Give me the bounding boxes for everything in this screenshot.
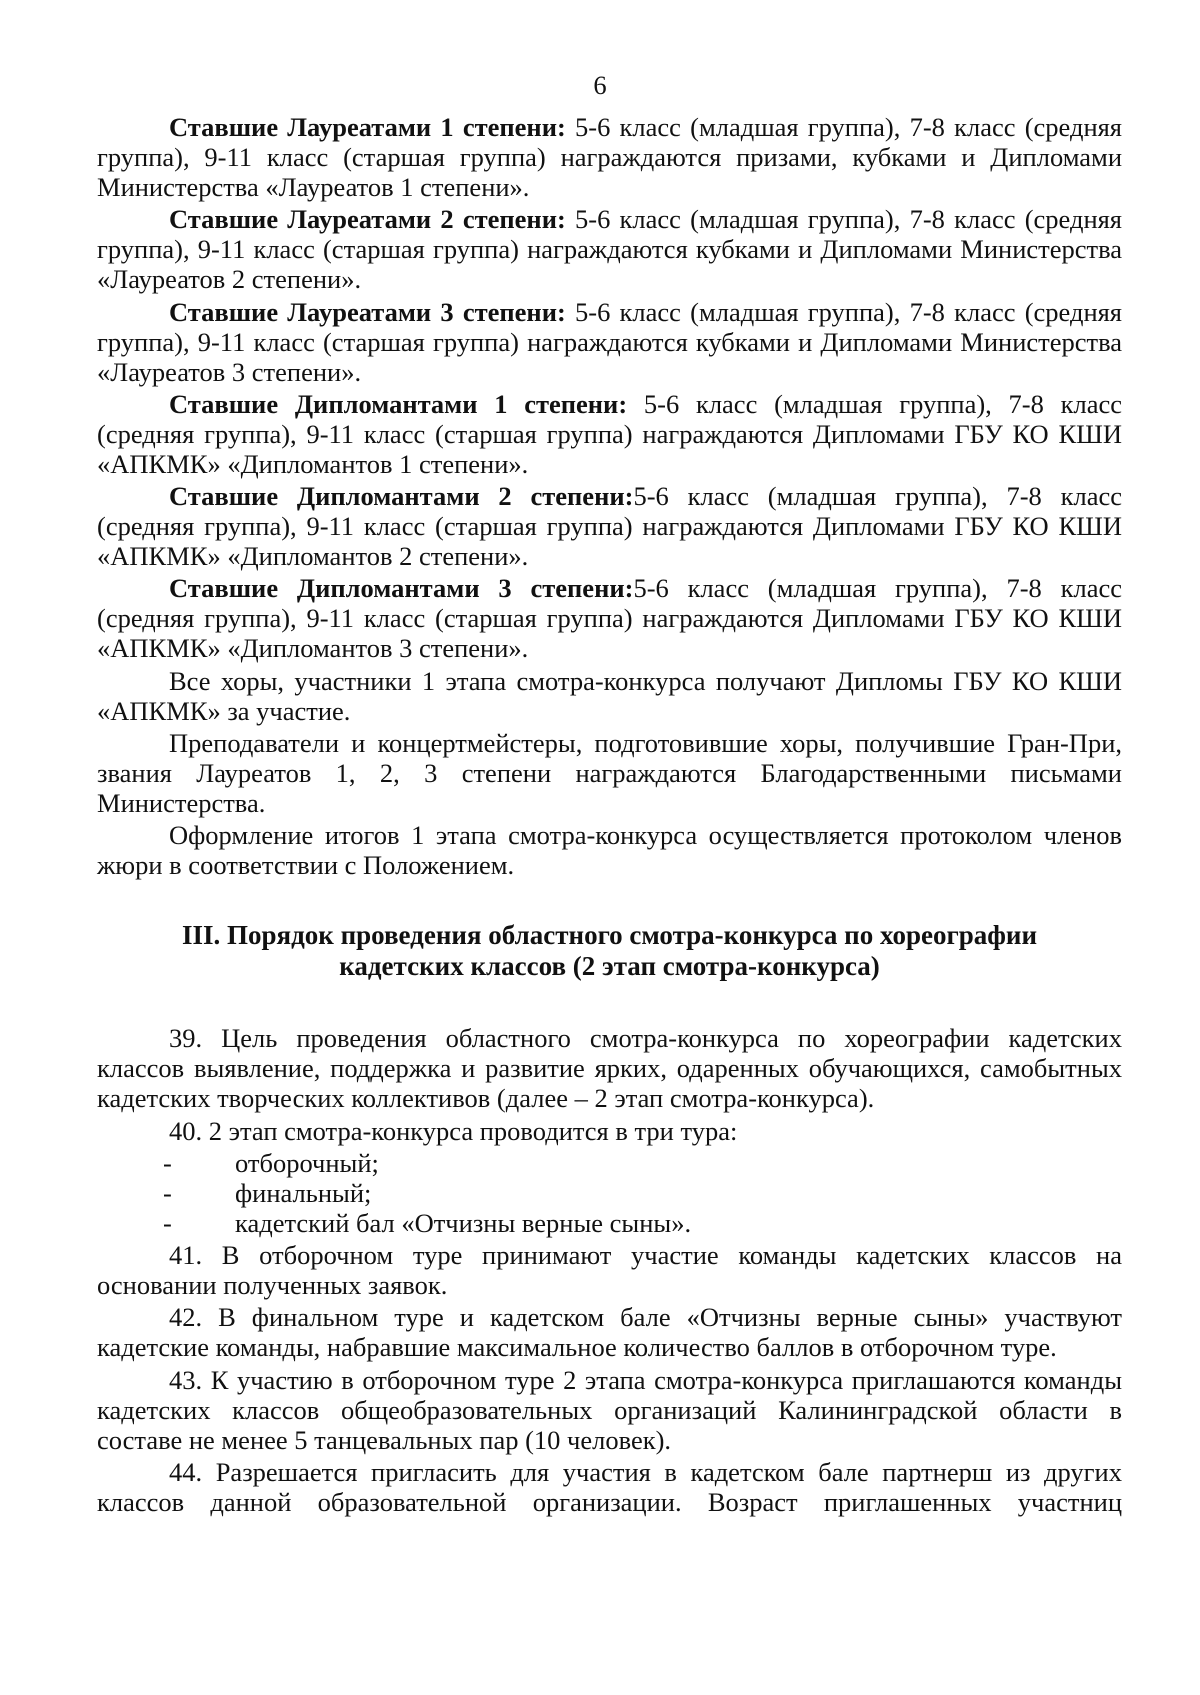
item-40: 40. 2 этап смотра-конкурса проводится в три тура: bbox=[169, 1115, 738, 1146]
award-title: Ставшие Лауреатами 2 степени: bbox=[169, 204, 566, 235]
section-heading-line1: III. Порядок проведения областного смотра-конкурса по хореографии bbox=[181, 920, 1038, 951]
section-heading-line2: кадетских классов (2 этап смотра-конкурса) bbox=[339, 951, 880, 982]
section-heading bbox=[97, 920, 1122, 982]
choirs-paragraph: Все хоры, участники 1 этапа смотра-конкурса получают Дипломы ГБУ КО КШИ «АПКМК» за участие. bbox=[97, 665, 1122, 726]
award-paragraph bbox=[97, 573, 1122, 663]
award-paragraph bbox=[97, 112, 1122, 202]
tour-list-item bbox=[97, 1148, 1122, 1178]
item-42: 42. В финальном туре и кадетском бале «Отчизны верные сыны» участвуют кадетские команды, набравшие максимальное количество баллов в отборочном туре. bbox=[97, 1302, 1122, 1363]
award-text: 5-6 класс (младшая группа), 7-8 класс (средняя группа), 9-11 класс (старшая группа) награждаются призами, кубками и Дипломами Министерства «Лауреатов 1 степени». bbox=[97, 112, 1122, 202]
list-dash: - bbox=[163, 1207, 172, 1238]
list-dash: - bbox=[163, 1177, 172, 1208]
tour-name: отборочный; bbox=[235, 1147, 379, 1178]
tour-name: финальный; bbox=[235, 1177, 372, 1208]
award-title: Ставшие Лауреатами 3 степени: bbox=[169, 296, 566, 327]
award-text: 5-6 класс (младшая группа), 7-8 класс (средняя группа), 9-11 класс (старшая группа) награждаются кубками и Дипломами Министерства «Лауреатов 3 степени». bbox=[97, 296, 1122, 387]
page-number: 6 bbox=[593, 70, 607, 100]
results-paragraph: Оформление итогов 1 этапа смотра-конкурса осуществляется протоколом членов жюри в соответствии с Положением. bbox=[97, 820, 1122, 881]
teachers-paragraph: Преподаватели и концертмейстеры, подготовившие хоры, получившие Гран-При, звания Лауреатов 1, 2, 3 степени награждаются Благодарственными письмами Министерства. bbox=[97, 728, 1122, 819]
award-paragraph bbox=[97, 297, 1122, 387]
tour-name: кадетский бал «Отчизны верные сыны». bbox=[235, 1207, 692, 1238]
award-title: Ставшие Дипломантами 1 степени: bbox=[169, 388, 628, 419]
tour-list-item bbox=[97, 1178, 1122, 1208]
award-paragraph bbox=[97, 389, 1122, 479]
document-body bbox=[97, 112, 1122, 1519]
award-text: 5-6 класс (младшая группа), 7-8 класс (средняя группа), 9-11 класс (старшая группа) награждаются кубками и Дипломами Министерства «Лауреатов 2 степени». bbox=[97, 204, 1122, 295]
tour-list-item bbox=[97, 1208, 1122, 1238]
award-paragraph bbox=[97, 481, 1122, 571]
item-44: 44. Разрешается пригласить для участия в кадетском бале партнерш из других классов данной образовательной организации. Возраст приглашенных участниц bbox=[97, 1456, 1122, 1517]
award-text: 5-6 класс (младшая группа), 7-8 класс (средняя группа), 9-11 класс (старшая группа) награждаются Дипломами ГБУ КО КШИ «АПКМК» «Дипломантов 2 степени». bbox=[97, 481, 1122, 572]
award-text: 5-6 класс (младшая группа), 7-8 класс (средняя группа), 9-11 класс (старшая группа) награждаются Дипломами ГБУ КО КШИ «АПКМК» «Дипломантов 1 степени». bbox=[97, 388, 1122, 479]
item-43: 43. К участию в отборочном туре 2 этапа смотра-конкурса приглашаются команды кадетских классов общеобразовательных организаций Калининградской области в составе не менее 5 танцевальных пар (10 человек). bbox=[97, 1364, 1122, 1455]
award-title: Ставшие Дипломантами 2 степени: bbox=[169, 481, 634, 512]
award-text: 5-6 класс (младшая группа), 7-8 класс (средняя группа), 9-11 класс (старшая группа) награждаются Дипломами ГБУ КО КШИ «АПКМК» «Дипломантов 3 степени». bbox=[97, 573, 1122, 664]
award-title: Ставшие Лауреатами 1 степени: bbox=[169, 112, 566, 142]
award-paragraph bbox=[97, 204, 1122, 294]
award-title: Ставшие Дипломантами 3 степени: bbox=[169, 573, 634, 604]
item-41: 41. В отборочном туре принимают участие команды кадетских классов на основании полученных заявок. bbox=[97, 1239, 1122, 1300]
item-39: 39. Цель проведения областного смотра-конкурса по хореографии кадетских классов выявление, поддержка и развитие ярких, одаренных обучающихся, самобытных кадетских творческих коллективов (далее – 2 этап смотра-конкурса). bbox=[97, 1023, 1122, 1114]
list-dash: - bbox=[163, 1147, 172, 1178]
